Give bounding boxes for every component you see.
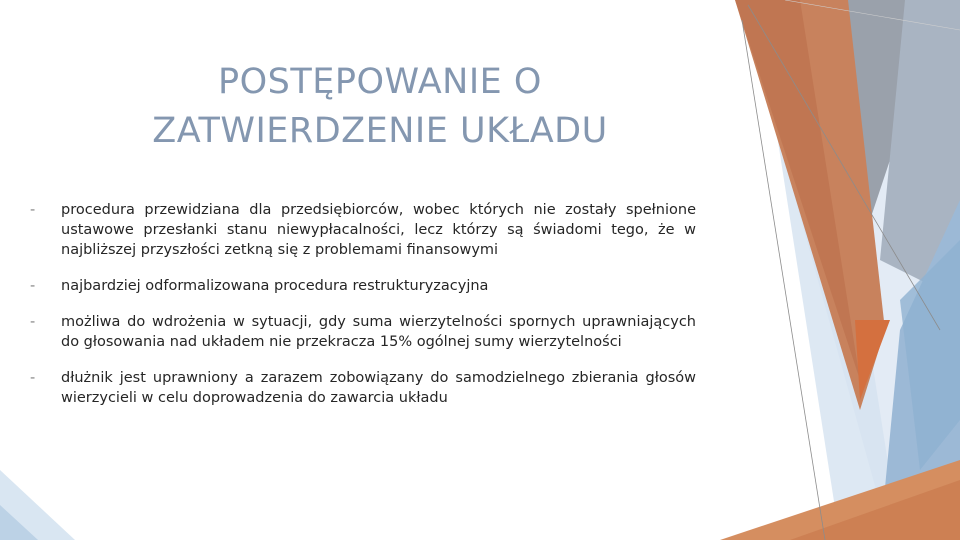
bullet-marker: -: [30, 278, 36, 294]
bullet-list: [30, 200, 696, 424]
bullet-text-3: możliwa do wdrożenia w sytuacji, gdy suma wierzytelności spornych uprawniających do głosowania nad układem nie przekracza 15% ogólnej sumy wierzytelności: [61, 314, 696, 350]
bullet-item-2: [30, 276, 696, 296]
bullet-marker: -: [30, 314, 36, 330]
bullet-text-4: dłużnik jest uprawniony a zarazem zobowiązany do samodzielnego zbierania głosów wierzycieli w celu doprowadzenia do zawarcia układu: [61, 370, 696, 406]
bullet-item-1: [30, 200, 696, 260]
bullet-text-1: procedura przewidziana dla przedsiębiorców, wobec których nie zostały spełnione ustawowe przesłanki stanu niewypłacalności, lecz którzy są świadomi tego, że w najbliższej przyszłości zetkną się z problemami finansowymi: [61, 202, 696, 258]
bullet-item-4: [30, 368, 696, 408]
title-line-1: POSTĘPOWANIE O: [218, 62, 542, 102]
bullet-marker: -: [30, 370, 36, 386]
bullet-marker: -: [30, 202, 36, 218]
bullet-text-2: najbardziej odformalizowana procedura restrukturyzacyjna: [61, 278, 489, 294]
bullet-item-3: [30, 312, 696, 352]
title-line-2: ZATWIERDZENIE UKŁADU: [152, 111, 608, 151]
slide-title: [80, 58, 680, 156]
